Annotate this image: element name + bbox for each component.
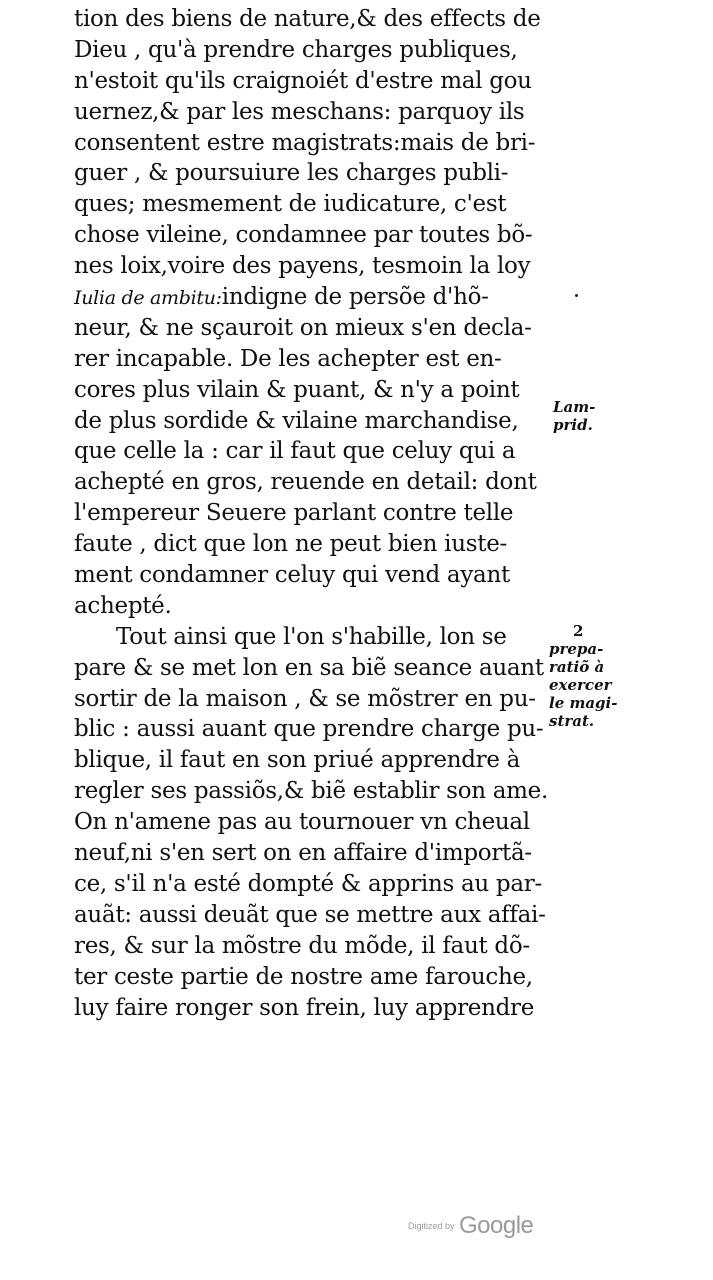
text-line: On n'amene pas au tournouer vn cheual [74,809,530,836]
ink-speck [575,294,578,297]
text-line: ce, s'il n'a esté dompté & apprins au par- [74,870,542,897]
text-line: ter ceste partie de nostre ame farouche, [74,963,533,990]
text-line-rest: indigne de persõe d'hõ- [221,284,489,311]
paragraph-start-line: Tout ainsi que l'on s'habille, lon se [116,623,507,650]
text-line: neur, & ne sçauroit on mieux s'en decla- [74,314,532,341]
text-line: tion des biens de nature,& des effects de [74,6,541,32]
text-line: regler ses passiõs,& biẽ establir son ame. [74,778,549,805]
google-logo: Google [458,1212,534,1239]
margin-note-line: ratiõ à [549,658,605,676]
google-watermark [408,1212,533,1240]
text-line: cores plus vilain & puant, & n'y a point [74,376,520,403]
margin-note-line: strat. [549,712,595,730]
text-line: guer , & poursuiure les charges publi- [74,160,509,187]
text-line: ment condamner celuy qui vend ayant [74,562,510,589]
text-line: sortir de la maison , & se mõstrer en pu- [74,685,536,712]
text-line: luy faire ronger son frein, luy apprendre [74,994,535,1021]
text-line: de plus sordide & vilaine marchandise, [74,407,519,434]
text-line: achepté. [74,592,172,619]
margin-note-number: 2 [573,622,584,640]
margin-note-line: prid. [553,416,593,434]
text-line: res, & sur la mõstre du mõde, il faut dõ- [74,932,530,959]
margin-note-citation [553,398,595,434]
text-line-with-citation [74,282,554,313]
text-line: faute , dict que lon ne peut bien iuste- [74,531,507,558]
text-line: Dieu , qu'à prendre charges publiques, [74,36,518,63]
text-line: uernez,& par les meschans: parquoy ils [74,98,525,125]
text-line: nes loix,voire des payens, tesmoin la loy [74,253,531,280]
margin-note-line: Lam- [553,398,596,416]
text-line: rer incapable. De les achepter est en- [74,345,502,372]
text-line: auãt: aussi deuãt que se mettre aux affai- [74,901,546,928]
italic-citation: Iulia de ambitu: [74,287,222,310]
text-line: pare & se met lon en sa biẽ seance auant [74,654,544,681]
text-line: consentent estre magistrats:mais de bri- [74,129,536,156]
text-line: chose vileine, condamnee par toutes bõ- [74,222,533,249]
text-line: achepté en gros, reuende en detail: dont [74,469,537,496]
watermark-prefix: Digitized by [408,1221,455,1231]
body-text [74,4,554,1023]
text-line: blic : aussi auant que prendre charge pu- [74,716,544,743]
text-line: ques; mesmement de iudicature, c'est [74,191,507,218]
text-line: blique, il faut en son priué apprendre à [74,747,521,774]
text-line: neuf,ni s'en sert on en affaire d'importã- [74,840,532,867]
text-line: n'estoit qu'ils craignoiét d'estre mal gou [74,67,532,94]
margin-note-line: exercer [549,676,612,694]
text-line: l'empereur Seuere parlant contre telle [74,500,514,527]
text-line: que celle la : car il faut que celuy qui a [74,438,516,465]
margin-note-section [549,622,617,730]
margin-note-line: le magi- [549,694,618,712]
margin-note-line: prepa- [549,640,604,658]
